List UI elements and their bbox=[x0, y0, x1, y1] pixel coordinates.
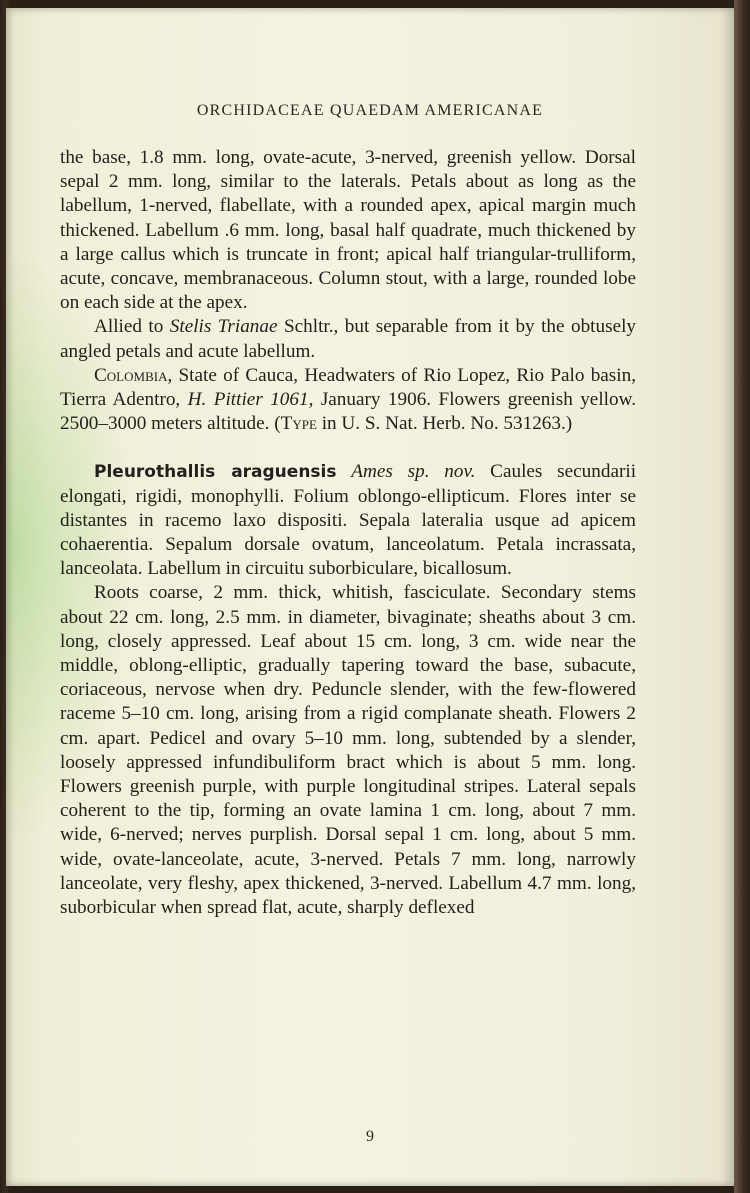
collector-citation: H. Pittier 1061 bbox=[187, 389, 309, 411]
specimen-text-a: , State of Cauca, Headwaters of Rio Lopez, Rio Palo basin, Tierra Adentro, bbox=[60, 364, 636, 411]
latin-diagnosis-text: Caules secundarii elongati, rigidi, monophylli. Folium oblongo-ellipticum. Flores inter se distantes in racemo laxo dispositi. Sepala lateralia usque ad apicem cohaerentia. Sepalum dorsale ovatum, lanceolatum. Petala incrassata, lanceolata. Labellum in circuitu suborbiculare, bicallosum. bbox=[60, 461, 637, 580]
paragraph-continued-description: the base, 1.8 mm. long, ovate-acute, 3-nerved, greenish yellow. Dorsal sepal 2 mm. long, similar to the laterals. Petals about as long as the labellum, 1-nerved, flabellate, with a rounded apex, apical margin much thickened. Labellum .6 mm. long, basal half quadrate, much thickened by a large callus which is truncate in front; apical half triangular-trulliform, acute, concave, membranaceous. Column stout, with a large, rounded lobe on each side at the apex. bbox=[60, 147, 636, 314]
type-label: Type bbox=[280, 413, 317, 435]
page-edge bbox=[734, 0, 750, 1193]
species-heading: Pleurothallis araguensis bbox=[94, 462, 337, 483]
affinity-text-a: Allied to bbox=[94, 316, 170, 338]
running-head: ORCHIDACEAE QUAEDAM AMERICANAE bbox=[196, 102, 544, 119]
paragraph-english-description: Roots coarse, 2 mm. thick, whitish, fasciculate. Secondary stems about 22 cm. long, 2.5 mm. in diameter, bivaginate; sheaths about 3 cm. long, closely appressed. Leaf about 15 cm. long, 3 cm. wide near the middle, oblong-elliptic, gradually tapering toward the base, subacute, coriaceous, nervose when dry. Peduncle slender, with the few-flowered raceme 5–10 cm. long, arising from a rigid complanate sheath. Flowers 2 cm. apart. Pedicel and ovary 5–10 mm. long, subtended by a slender, loosely appressed infundibuliform bract which is about 5 mm. long. Flowers greenish purple, with purple longitudinal stripes. Lateral sepals coherent to the tip, forming an ovate lamina 1 cm. long, about 7 mm. wide, 6-nerved; nerves purplish. Dorsal sepal 1 cm. long, about 5 mm. wide, ovate-lanceolate, acute, 3-nerved. Petals 7 mm. long, narrowly lanceolate, very fleshy, apex thickened, 3-nerved. Labellum 4.7 mm. long, suborbicular when spread flat, acute, sharply deflexed bbox=[60, 582, 636, 919]
section-gap bbox=[60, 436, 636, 460]
paragraph-affinity bbox=[60, 315, 636, 363]
specimen-text-c: in U. S. Nat. Herb. No. 531263.) bbox=[316, 413, 573, 435]
body-text bbox=[60, 146, 636, 920]
book-page bbox=[6, 8, 734, 1186]
page-number: 9 bbox=[366, 1128, 374, 1145]
species-author: Ames sp. nov. bbox=[351, 461, 476, 483]
affinity-text-b: Schltr., but separable from it by the obtusely angled petals and acute labellum. bbox=[60, 316, 637, 362]
specimen-text-b: , January 1906. Flowers greenish yellow. 2500–3000 meters altitude. ( bbox=[60, 389, 636, 435]
species-name: Stelis Trianae bbox=[169, 316, 278, 338]
paragraph-latin-diagnosis bbox=[60, 460, 636, 581]
paragraph-specimen bbox=[60, 364, 636, 437]
region-name: Colombia bbox=[94, 364, 168, 386]
